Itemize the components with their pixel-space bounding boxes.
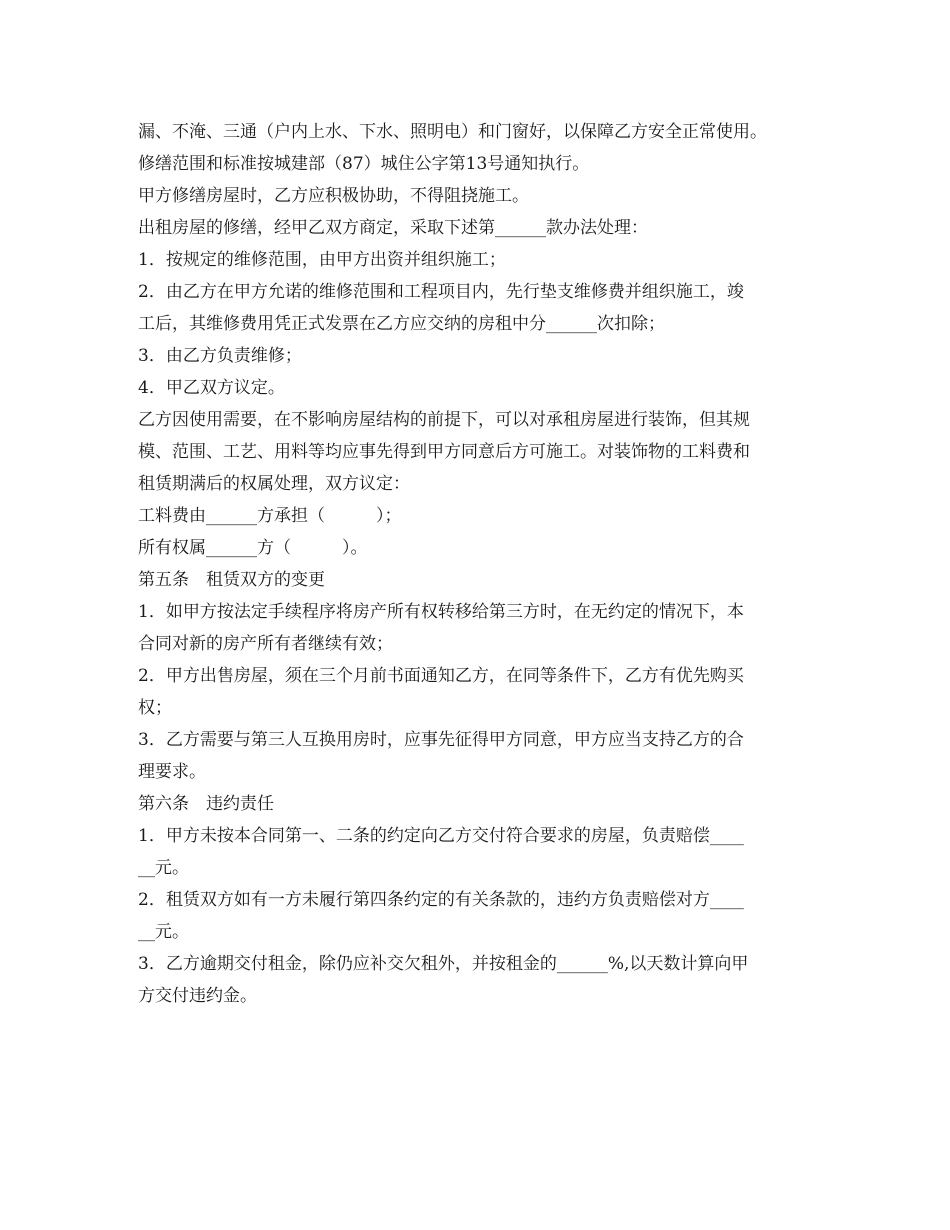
list-item: 3．乙方逾期交付租金，除仍应补交欠租外，并按租金的______%,以天数计算向甲 — [138, 954, 749, 974]
text-line: 租赁期满后的权属处理，双方议定： — [138, 474, 410, 494]
text-line: 修缮范围和标准按城建部（87）城住公字第13号通知执行。 — [138, 154, 590, 174]
list-item: 3．由乙方负责维修； — [138, 346, 302, 366]
list-item: 1．按规定的维修范围，由甲方出资并组织施工； — [138, 250, 506, 270]
text-line: __元。 — [138, 858, 189, 878]
text-line: 模、范围、工艺、用料等均应事先得到甲方同意后方可施工。对装饰物的工料费和 — [138, 442, 750, 462]
text-line: 工后，其维修费用凭正式发票在乙方应交纳的房租中分______次扣除； — [138, 314, 665, 334]
text-line: 方交付违约金。 — [138, 986, 257, 1006]
text-line: 乙方因使用需要，在不影响房屋结构的前提下，可以对承租房屋进行装饰，但其规 — [138, 410, 750, 430]
text-line: __元。 — [138, 922, 189, 942]
text-line: 所有权属______方（ ）。 — [138, 538, 368, 558]
list-item: 4．甲乙双方议定。 — [138, 378, 285, 398]
list-item: 2．甲方出售房屋，须在三个月前书面通知乙方，在同等条件下，乙方有优先购买 — [138, 666, 744, 686]
text-line: 权； — [138, 698, 172, 718]
list-item: 3．乙方需要与第三人互换用房时，应事先征得甲方同意，甲方应当支持乙方的合 — [138, 730, 744, 750]
document-body — [138, 116, 818, 1012]
list-item: 2．租赁双方如有一方未履行第四条约定的有关条款的，违约方负责赔偿对方____ — [138, 890, 744, 910]
section-heading: 第五条 租赁双方的变更 — [138, 570, 325, 590]
text-line: 理要求。 — [138, 762, 206, 782]
text-line: 漏、不淹、三通（户内上水、下水、照明电）和门窗好，以保障乙方安全正常使用。 — [138, 122, 767, 142]
section-heading: 第六条 违约责任 — [138, 794, 274, 814]
text-line: 出租房屋的修缮，经甲乙双方商定，采取下述第______款办法处理： — [138, 218, 648, 238]
list-item: 1．甲方未按本合同第一、二条的约定向乙方交付符合要求的房屋，负责赔偿____ — [138, 826, 744, 846]
list-item: 2．由乙方在甲方允诺的维修范围和工程项目内，先行垫支维修费并组织施工，竣 — [138, 282, 744, 302]
text-line: 甲方修缮房屋时，乙方应积极协助，不得阻挠施工。 — [138, 186, 529, 206]
list-item: 1．如甲方按法定手续程序将房产所有权转移给第三方时，在无约定的情况下，本 — [138, 602, 744, 622]
text-line: 合同对新的房产所有者继续有效； — [138, 634, 393, 654]
text-line: 工料费由______方承担（ ）； — [138, 506, 402, 526]
